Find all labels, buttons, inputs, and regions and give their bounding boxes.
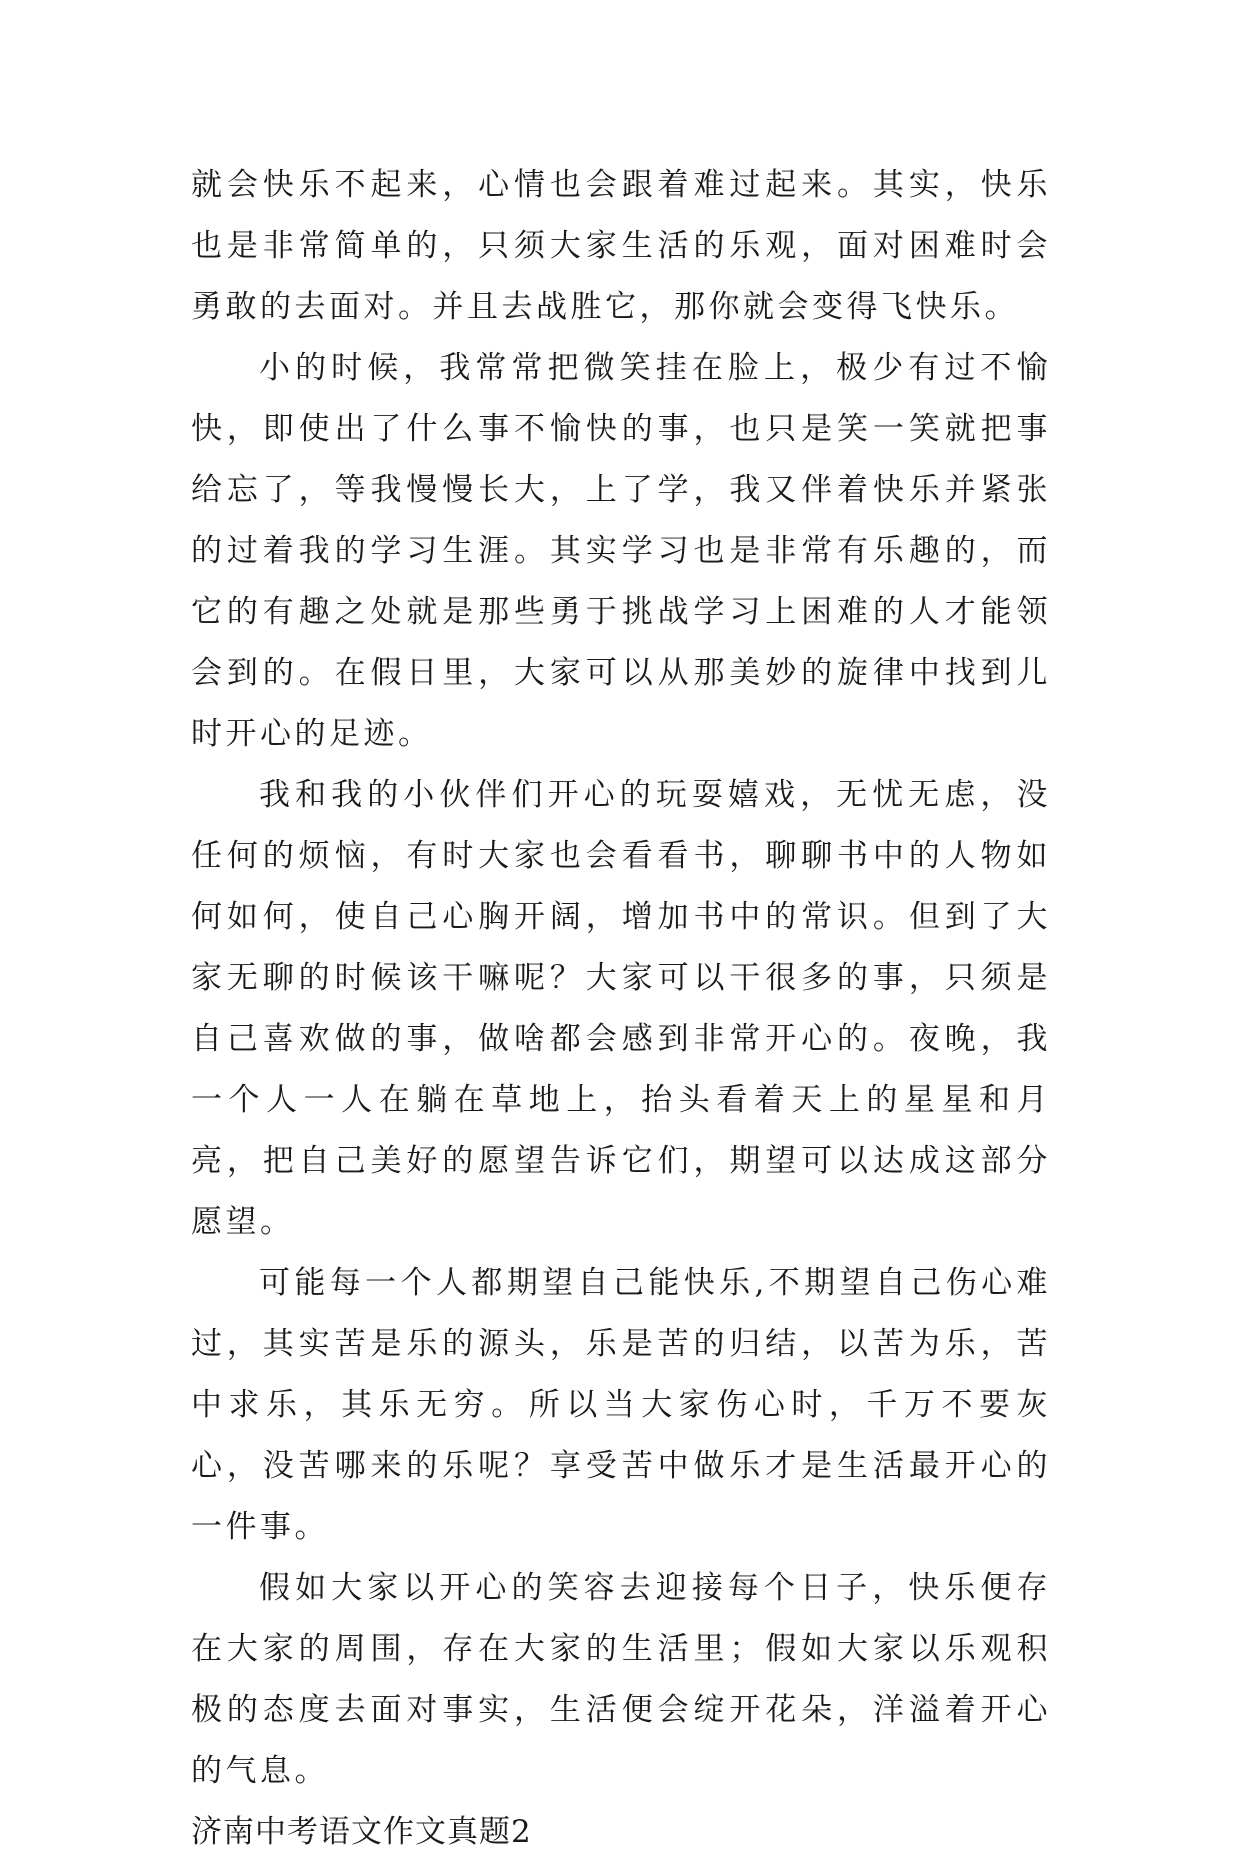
paragraph-5: 假如大家以开心的笑容去迎接每个日子，快乐便存在大家的周围，存在大家的生活里；假如大家以乐观积极的态度去面对事实，生活便会绽开花朵，洋溢着开心的气息。	[191, 1570, 1051, 1789]
paragraph-4: 可能每一个人都期望自己能快乐,不期望自己伤心难过，其实苦是乐的源头，乐是苦的归结，以苦为乐，苦中求乐，其乐无穷。所以当大家伤心时，千万不要灰心，没苦哪来的乐呢？享受苦中做乐才是生活最开心的一件事。	[191, 1265, 1051, 1545]
paragraph-3: 我和我的小伙伴们开心的玩耍嬉戏，无忧无虑，没任何的烦恼，有时大家也会看看书，聊聊书中的人物如何如何，使自己心胸开阔，增加书中的常识。但到了大家无聊的时候该干嘛呢？大家可以干很多的事，只须是自己喜欢做的事，做啥都会感到非常开心的。夜晚，我一个人一人在躺在草地上，抬头看着天上的星星和月亮，把自己美好的愿望告诉它们，期望可以达成这部分愿望。	[191, 777, 1051, 1240]
section-heading: 济南中考语文作文真题2	[191, 1814, 532, 1850]
document-body	[191, 155, 1051, 1863]
paragraph-2: 小的时候，我常常把微笑挂在脸上，极少有过不愉快，即使出了什么事不愉快的事，也只是笑一笑就把事给忘了，等我慢慢长大，上了学，我又伴着快乐并紧张的过着我的学习生涯。其实学习也是非常有乐趣的，而它的有趣之处就是那些勇于挑战学习上困难的人才能领会到的。在假日里，大家可以从那美妙的旋律中找到儿时开心的足迹。	[191, 350, 1051, 752]
paragraph-1-continued: 就会快乐不起来，心情也会跟着难过起来。其实，快乐也是非常简单的，只须大家生活的乐观，面对困难时会勇敢的去面对。并且去战胜它，那你就会变得飞快乐。	[191, 167, 1051, 325]
